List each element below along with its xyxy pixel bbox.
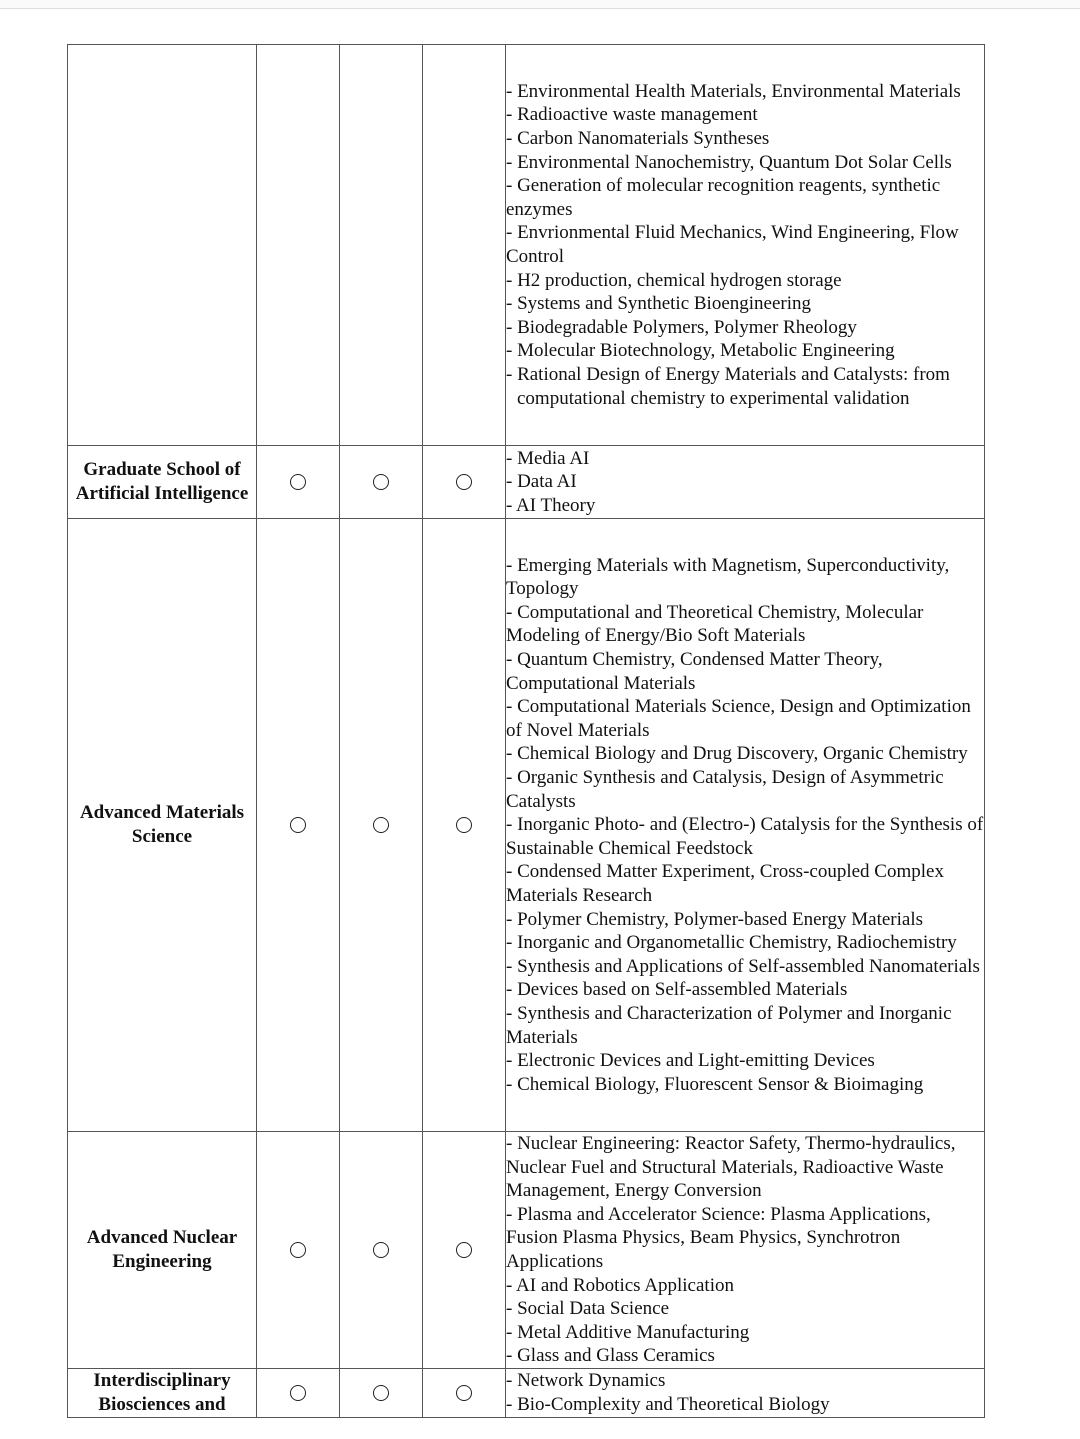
program-name: Advanced Nuclear Engineering: [68, 1132, 257, 1369]
availability-cell: [257, 446, 340, 519]
research-area-item: - Generation of molecular recognition reagents, synthetic enzymes: [506, 175, 941, 220]
research-area-item: - Organic Synthesis and Catalysis, Design of Asymmetric Catalysts: [506, 767, 944, 812]
research-area-item: - Systems and Synthetic Bioengineering: [506, 293, 812, 315]
program-name: Graduate School of Artificial Intelligence: [68, 446, 257, 519]
circle-mark-icon: [290, 1242, 306, 1258]
research-area-item: - Electronic Devices and Light-emitting Devices: [506, 1050, 875, 1072]
research-area-item: - Molecular Biotechnology, Metabolic Engineering: [506, 340, 895, 362]
table-row: [68, 519, 985, 1132]
circle-mark-icon: [373, 1385, 389, 1401]
circle-mark-icon: [456, 817, 472, 833]
program-name: Interdisciplinary Biosciences and: [68, 1369, 257, 1418]
availability-cell: [340, 1369, 423, 1418]
circle-mark-icon: [290, 1385, 306, 1401]
research-area-item: - Carbon Nanomaterials Syntheses: [506, 128, 770, 150]
availability-cell: [340, 45, 423, 446]
research-area-item: - Chemical Biology and Drug Discovery, Organic Chemistry: [506, 743, 968, 765]
research-area-item: - Radioactive waste management: [506, 104, 758, 126]
research-areas: [506, 45, 985, 446]
circle-mark-icon: [373, 1242, 389, 1258]
research-area-item: - AI and Robotics Application: [506, 1274, 734, 1296]
research-area-item: - Media AI: [506, 447, 590, 469]
table-row: [68, 446, 985, 519]
research-area-item: - Inorganic Photo- and (Electro-) Catalysis for the Synthesis of Sustainable Chemical Feedstock: [506, 814, 984, 859]
research-area-item: - Biodegradable Polymers, Polymer Rheology: [506, 316, 857, 338]
research-area-item: - AI Theory: [506, 494, 596, 516]
research-area-item: - Plasma and Accelerator Science: Plasma Applications, Fusion Plasma Physics, Beam Physics, Synchrotron Applications: [506, 1203, 931, 1272]
circle-mark-icon: [290, 817, 306, 833]
research-area-item: - Environmental Health Materials, Environmental Materials: [506, 80, 961, 102]
research-area-item: - Environmental Nanochemistry, Quantum Dot Solar Cells: [506, 151, 952, 173]
availability-cell: [423, 45, 506, 446]
program-table: [67, 44, 985, 1418]
research-area-item: - Nuclear Engineering: Reactor Safety, Thermo-hydraulics, Nuclear Fuel and Structural Materials, Radioactive Waste Management, Energy Conversion: [506, 1133, 956, 1202]
availability-cell: [257, 45, 340, 446]
availability-cell: [423, 446, 506, 519]
availability-cell: [257, 519, 340, 1132]
availability-cell: [423, 1132, 506, 1369]
research-area-item: - Envrionmental Fluid Mechanics, Wind Engineering, Flow Control: [506, 222, 959, 267]
table-row: [68, 1132, 985, 1369]
availability-cell: [257, 1369, 340, 1418]
research-area-item: - Quantum Chemistry, Condensed Matter Theory, Computational Materials: [506, 649, 883, 694]
table-row: [68, 45, 985, 446]
table-row: [68, 1369, 985, 1418]
research-area-item: - Devices based on Self-assembled Materials: [506, 979, 848, 1001]
circle-mark-icon: [373, 474, 389, 490]
research-areas: [506, 446, 985, 519]
research-area-item: - Polymer Chemistry, Polymer-based Energy Materials: [506, 908, 924, 930]
availability-cell: [423, 1369, 506, 1418]
circle-mark-icon: [456, 1242, 472, 1258]
program-name: Advanced Materials Science: [68, 519, 257, 1132]
circle-mark-icon: [290, 474, 306, 490]
page-top-edge: [0, 0, 1080, 9]
research-area-item: - Network Dynamics: [506, 1370, 666, 1392]
research-area-item: - Synthesis and Characterization of Polymer and Inorganic Materials: [506, 1002, 952, 1048]
research-area-item: - Glass and Glass Ceramics: [506, 1345, 715, 1367]
research-areas: [506, 1132, 985, 1369]
research-area-item: - Bio-Complexity and Theoretical Biology: [506, 1394, 830, 1415]
availability-cell: [423, 519, 506, 1132]
program-name: [68, 45, 257, 446]
circle-mark-icon: [456, 1385, 472, 1401]
research-area-item: - Metal Additive Manufacturing: [506, 1321, 750, 1343]
availability-cell: [257, 1132, 340, 1369]
research-area-item: - Inorganic and Organometallic Chemistry, Radiochemistry: [506, 932, 957, 954]
availability-cell: [340, 446, 423, 519]
research-area-item: - Condensed Matter Experiment, Cross-coupled Complex Materials Research: [506, 861, 944, 906]
circle-mark-icon: [373, 817, 389, 833]
research-area-item: - H2 production, chemical hydrogen storage: [506, 269, 842, 291]
research-areas: [506, 1369, 985, 1418]
research-area-item: - Rational Design of Energy Materials and Catalysts: from computational chemistry to experimental validation: [506, 363, 950, 409]
availability-cell: [340, 1132, 423, 1369]
circle-mark-icon: [456, 474, 472, 490]
research-areas: [506, 519, 985, 1132]
research-area-item: - Synthesis and Applications of Self-assembled Nanomaterials: [506, 955, 980, 977]
availability-cell: [340, 519, 423, 1132]
research-area-item: - Chemical Biology, Fluorescent Sensor & Bioimaging: [506, 1073, 924, 1095]
research-area-item: - Emerging Materials with Magnetism, Superconductivity, Topology: [506, 554, 950, 600]
research-area-item: - Computational and Theoretical Chemistry, Molecular Modeling of Energy/Bio Soft Materials: [506, 601, 924, 647]
research-area-item: - Computational Materials Science, Design and Optimization of Novel Materials: [506, 696, 971, 741]
research-area-item: - Social Data Science: [506, 1298, 670, 1320]
research-area-item: - Data AI: [506, 471, 577, 493]
